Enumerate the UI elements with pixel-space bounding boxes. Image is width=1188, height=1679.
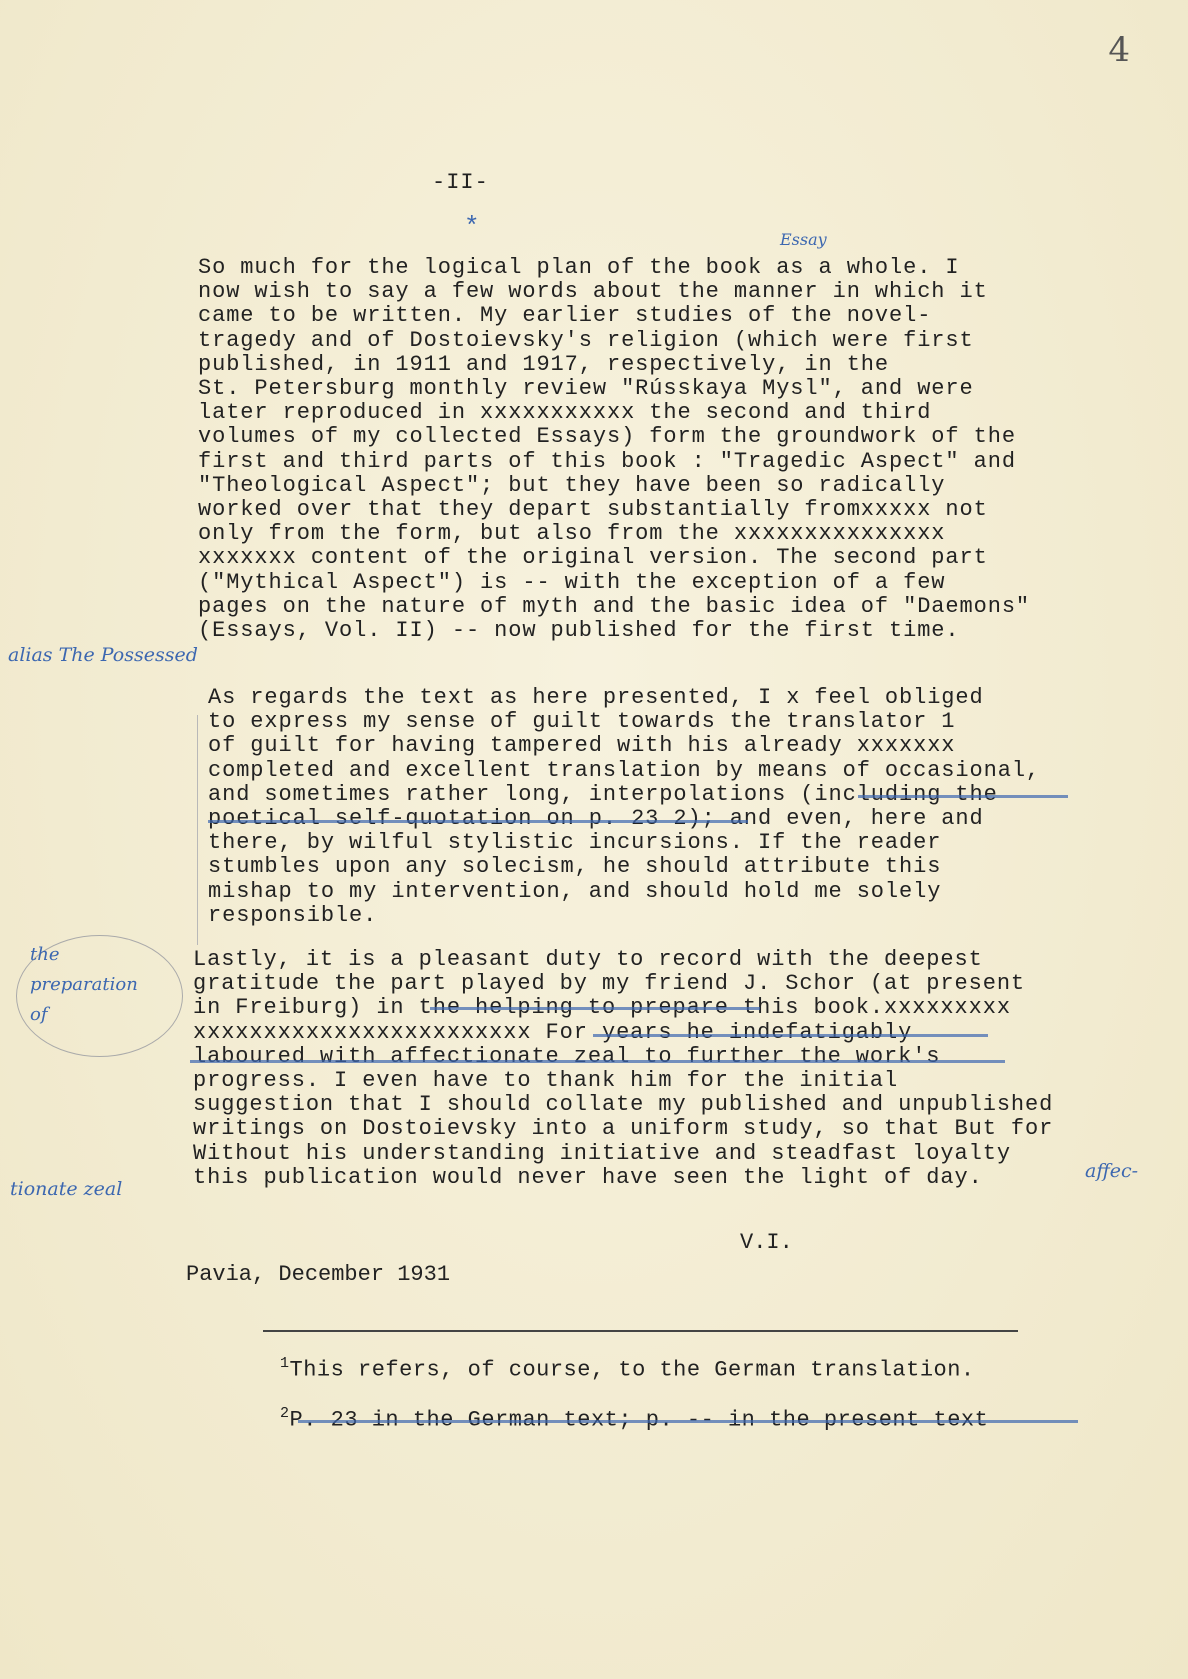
- footnote-text: P. 23 in the German text; p. -- in the present text: [289, 1407, 989, 1433]
- footnote-mark: 1: [280, 1355, 290, 1372]
- pencil-margin-line: [197, 715, 198, 945]
- strike-line: [430, 1007, 760, 1010]
- strike-line: [593, 1034, 988, 1037]
- paragraph-3: Lastly, it is a pleasant duty to record with the deepest gratitude the part played by my friend J. Schor (at present in Freiburg) in the helping to prepare this book.xxxxxxxxx xxxxxxxxxxxxxxxxxxxxxxxx For years he indefatigably laboured with affectionate zeal to further the work's progress. I even have to thank him for the initial suggestion that I should collate my published and unpublished writings on Dostoievsky into a uniform study, so that But for Without his understanding initiative and steadfast loyalty this publication would never have seen the light of day.: [193, 947, 1054, 1190]
- footnote-text: This refers, of course, to the German translation.: [289, 1357, 975, 1383]
- paragraph-1: So much for the logical plan of the book as a whole. I now wish to say a few words about the manner in which it came to be written. My earlier studies of the novel- tragedy and of Dostoievsky's religion (which were first published, in 1911 and 1917, respectively, in the St. Petersburg monthly review "Rússkaya Mysl", and were later reproduced in xxxxxxxxxxx the second and third volumes of my collected Essays) form the groundwork of the first and third parts of this book : "Tragedic Aspect" and "Theological Aspect"; but they have been so radically worked over that they depart substantially fromxxxxx not only from the form, but also from the xxxxxxxxxxxxxxx xxxxxxx content of the original version. The second part ("Mythical Aspect") is -- with the exception of a few pages on the nature of myth and the basic idea of "Daemons" (Essays, Vol. II) -- now published for the first time.: [198, 255, 1031, 644]
- margin-note-zeal: tionate zeal: [10, 1178, 123, 1200]
- handwritten-essay: Essay: [780, 230, 827, 249]
- footnote-mark: 2: [280, 1405, 290, 1422]
- place-date: Pavia, December 1931: [186, 1262, 451, 1287]
- footnote-divider: [263, 1330, 1018, 1332]
- page-number: 4: [1108, 30, 1130, 70]
- strike-line: [190, 1060, 1005, 1063]
- footnote-1: [280, 1355, 975, 1382]
- footnote-2: [280, 1405, 988, 1432]
- paragraph-2: As regards the text as here presented, I x feel obliged to express my sense of guilt towards the translator 1 of guilt for having tampered with his already xxxxxxx completed and excellent translation by means of occasional, and sometimes rather long, interpolations (including the poetical self-quotation on p. 23 2); and even, here and there, by wilful stylistic incursions. If the reader stumbles upon any solecism, he should attribute this mishap to my intervention, and should hold me solely responsible.: [208, 685, 1041, 928]
- margin-note-preparation: the preparation of: [30, 944, 138, 1025]
- strike-line: [298, 1420, 1078, 1423]
- margin-note-affec: affec-: [1085, 1160, 1139, 1182]
- strike-line: [208, 820, 748, 823]
- section-heading: -II-: [432, 170, 489, 195]
- margin-note-possessed: alias The Possessed: [8, 644, 198, 666]
- signature-initials: V.I.: [740, 1230, 793, 1255]
- asterisk-mark: *: [464, 212, 480, 242]
- strike-line: [858, 795, 1068, 798]
